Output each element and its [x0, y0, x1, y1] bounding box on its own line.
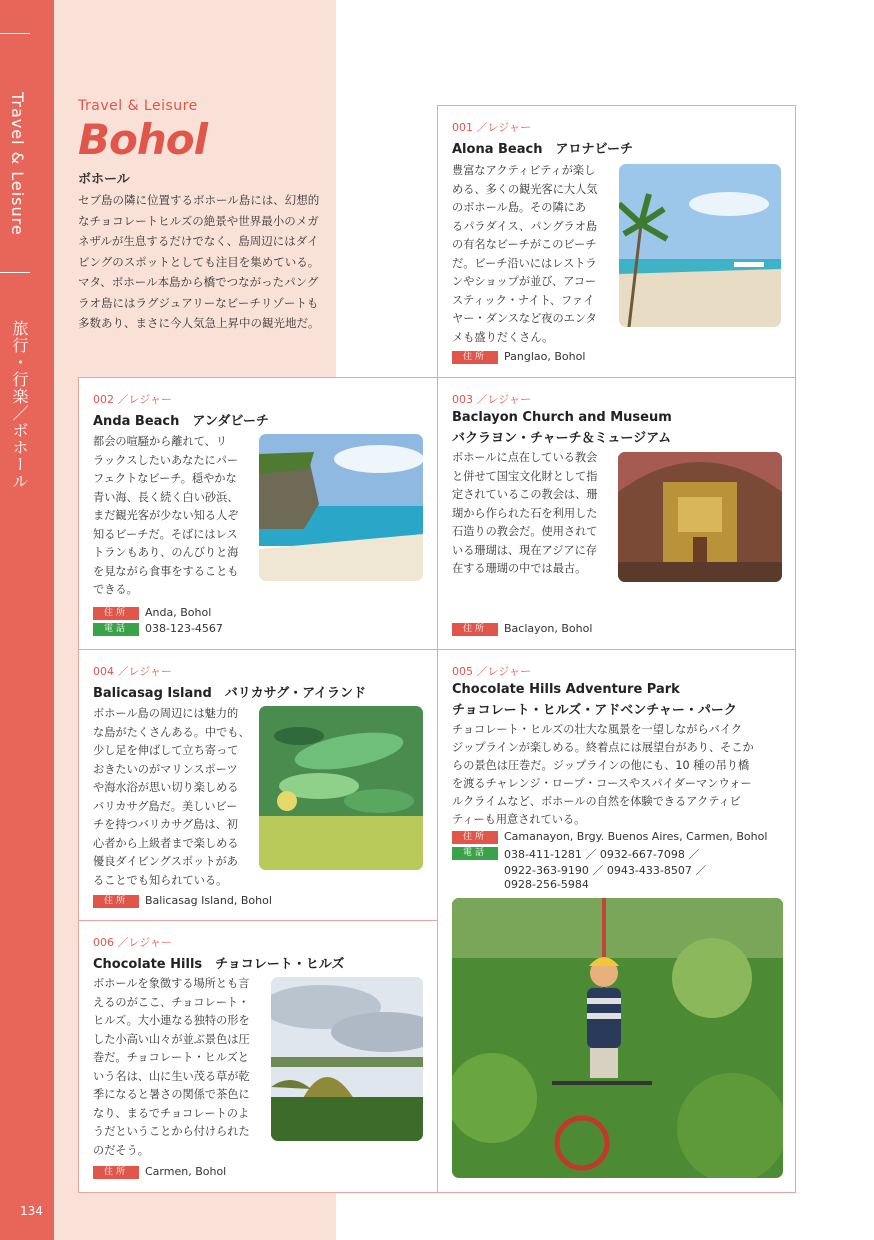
address-value: Anda, Bohol [145, 606, 212, 619]
text-line: 都会の喧騒から離れて、リ [93, 435, 228, 448]
card-alona-beach [437, 105, 796, 378]
hills-photo [271, 977, 423, 1141]
intro-title-jp: ボホール [78, 172, 130, 187]
text-line: 定されているこの教会は、珊 [452, 488, 598, 501]
text-line: 少し足を伸ばして立ち寄って [93, 744, 239, 757]
text-line: を渡るチャレンジ・ロープ・コースやスパイダーマンウォー [452, 777, 752, 790]
intro-line: マタ、ボホール本島から橋でつながったパング [78, 275, 319, 289]
text-line: ラックスしたいあなたにパー [93, 453, 239, 467]
intro [78, 98, 348, 334]
address-value: Baclayon, Bohol [504, 622, 593, 635]
sidebar-rule-mid [0, 272, 30, 273]
text-line: できる。 [93, 583, 138, 596]
text-line: いう名は、山に生い茂る草が乾 [93, 1069, 250, 1083]
card-number: 006 ／レジャー [93, 936, 172, 949]
card-text [452, 449, 617, 579]
text-line: ティーも用意されている。 [452, 813, 586, 826]
text-line: うだということから付けられた [93, 1125, 250, 1138]
address-label: 住所 [452, 623, 498, 636]
card-title: Chocolate Hills チョコレート・ヒルズ [93, 957, 345, 972]
text-line: ボホール島の周辺には魅力的 [93, 707, 239, 720]
phone-value: 0928-256-5984 [504, 878, 589, 891]
text-line: トランもあり、のんびりと海 [93, 546, 239, 559]
sidebar-section-en: Travel & Leisure [8, 92, 27, 236]
text-line: 青い海、長く続く白い砂浜、 [93, 490, 239, 504]
text-line: ボホールを象徴する場所とも言 [93, 977, 250, 990]
card-title-jp: チョコレート・ヒルズ・アドベンチャー・パーク [452, 703, 737, 718]
card-chocolate-hills [78, 920, 438, 1193]
card-baclayon-church [437, 377, 796, 650]
card-text [452, 721, 784, 829]
text-line: 石造りの教会だ。使用されて [452, 525, 598, 538]
text-line: な島がたくさんある。中でも、 [93, 725, 250, 739]
address-value: Balicasag Island, Bohol [145, 894, 272, 907]
text-line: おきたいのがマリンスポーツ [93, 762, 238, 776]
text-line: なり、まるでチョコレートのよ [93, 1106, 250, 1120]
card-title: Alona Beach アロナビーチ [452, 142, 633, 157]
page-number: 134 [20, 1204, 43, 1218]
card-title-jp: バクラヨン・チャーチ＆ミュージアム [452, 431, 672, 446]
intro-line: 多数あり、まさに今人気急上昇中の観光地だ。 [78, 316, 320, 330]
text-line: チを持つバリカサグ島は、初 [93, 818, 238, 831]
sidebar-rule-top [0, 33, 30, 34]
intro-line: ネザルが生息するだけでなく、島周辺にはダイ [78, 234, 319, 248]
address-value: Panglao, Bohol [504, 350, 586, 363]
fish-photo [259, 706, 423, 870]
address-label: 住所 [93, 607, 139, 620]
zipline-photo [452, 898, 783, 1178]
address-value: Carmen, Bohol [145, 1165, 227, 1178]
phone-value: 038-411-1281 ／ 0932-667-7098 ／ [504, 848, 700, 861]
sidebar [0, 0, 54, 1240]
intro-title: Bohol [78, 115, 208, 164]
address-label: 住所 [452, 351, 498, 364]
text-line: スティック・ナイト、ファイ [452, 293, 595, 307]
text-line: 知るビーチだ。そばにはレス [93, 527, 238, 541]
text-line: ることでも知られている。 [93, 873, 228, 887]
text-line: ルクライムなど、ボホールの自然を体験できるアクティビ [452, 795, 741, 808]
card-number: 005 ／レジャー [452, 665, 531, 678]
beach-photo [619, 164, 781, 327]
text-line: フェクトなビーチ。穏やかな [93, 472, 237, 485]
text-line: ンやショップが並び、アコー [452, 275, 597, 288]
text-line: ヒルズ。大小連なる独特の形を [93, 1014, 250, 1027]
sidebar-section-jp: 旅行・行楽／ボホール [10, 320, 29, 490]
intro-subtitle: Travel & Leisure [78, 98, 198, 114]
text-line: 季になると暑さの関係で茶色に [93, 1088, 250, 1101]
address-label: 住所 [452, 831, 498, 844]
address-label: 住所 [93, 1166, 139, 1179]
text-line: ヤー・ダンスなど夜のエンタ [452, 312, 597, 325]
text-line: ジップラインが楽しめる。終着点には展望台があり、そこか [452, 741, 754, 754]
text-line: と併せて国宝文化財として指 [452, 469, 598, 483]
card-text [93, 705, 258, 890]
address-value: Camanayon, Brgy. Buenos Aires, Carmen, Bohol [504, 830, 768, 843]
card-title: Anda Beach アンダビーチ [93, 414, 269, 429]
text-line: らの景色は圧巻だ。ジップラインの他にも、10 種の吊り橋 [452, 759, 750, 772]
card-text [452, 162, 617, 347]
intro-line: なチョコレートヒルズの絶景や世界最小のメガ [78, 213, 319, 228]
text-line: ボホールに点在している教会 [452, 451, 598, 464]
intro-line: ラオ島にはラグジュアリーなビーチリゾートも [78, 295, 319, 310]
phone-label: 電話 [93, 623, 139, 636]
card-text [93, 433, 258, 600]
text-line: や海水浴が思い切り楽しめる [93, 781, 239, 794]
text-line: 優良ダイビングスポットがあ [93, 855, 238, 868]
text-line: バリカサグ島だ。美しいビー [93, 799, 238, 813]
card-number: 003 ／レジャー [452, 393, 531, 406]
text-line: るパラダイス、パングラオ島 [452, 219, 598, 233]
card-title: Baclayon Church and Museum [452, 410, 672, 425]
card-adventure-park [437, 649, 796, 1193]
phone-value: 038-123-4567 [145, 622, 223, 635]
card-number: 002 ／レジャー [93, 393, 172, 406]
text-line: 瑚から作られた石を利用した [452, 506, 598, 520]
text-line: を見ながら食事をすることも [93, 564, 239, 578]
text-line: えるのがここ、チョコレート・ [93, 995, 250, 1009]
phone-value: 0922-363-9190 ／ 0943-433-8507 ／ [504, 864, 707, 877]
intro-line: ビングのスポットとしても注目を集めている。 [78, 254, 320, 269]
text-line: 巻だ。チョコレート・ヒルズと [93, 1051, 249, 1064]
text-line: メも盛りだくさん。 [452, 330, 554, 344]
text-line: 豊富なアクティビティが楽し [452, 164, 596, 177]
text-line: める、多くの観光客に大人気 [452, 182, 598, 196]
phone-label: 電話 [452, 847, 498, 860]
card-number: 004 ／レジャー [93, 665, 172, 678]
card-anda-beach [78, 377, 438, 650]
card-title: Balicasag Island バリカサグ・アイランド [93, 686, 366, 701]
address-label: 住所 [93, 895, 139, 908]
text-line: した小高い山々が並ぶ景色は圧 [93, 1032, 250, 1046]
intro-body [78, 190, 348, 334]
text-line: だ。ビーチ沿いにはレストラ [452, 256, 597, 270]
church-photo [618, 452, 782, 582]
text-line: の有名なビーチがこのビーチ [452, 238, 597, 251]
text-line: いる珊瑚は、現在アジアに存 [452, 543, 597, 557]
card-text [93, 975, 268, 1160]
card-balicasag-island [78, 649, 438, 921]
card-number: 001 ／レジャー [452, 121, 531, 134]
text-line: のボホール島。その隣にあ [452, 201, 587, 214]
text-line: のだそう。 [93, 1143, 149, 1157]
text-line: 在する珊瑚の中では最古。 [452, 562, 587, 575]
text-line: 心者から上級者まで楽しめる [93, 836, 239, 850]
text-line: まだ観光客が少ない知る人ぞ [93, 509, 239, 522]
intro-line: セブ島の隣に位置するボホール島には、幻想的 [78, 193, 320, 207]
beach-photo [259, 434, 423, 581]
text-line: チョコレート・ヒルズの壮大な風景を一望しながらバイク [452, 723, 742, 736]
card-title: Chocolate Hills Adventure Park [452, 682, 680, 697]
